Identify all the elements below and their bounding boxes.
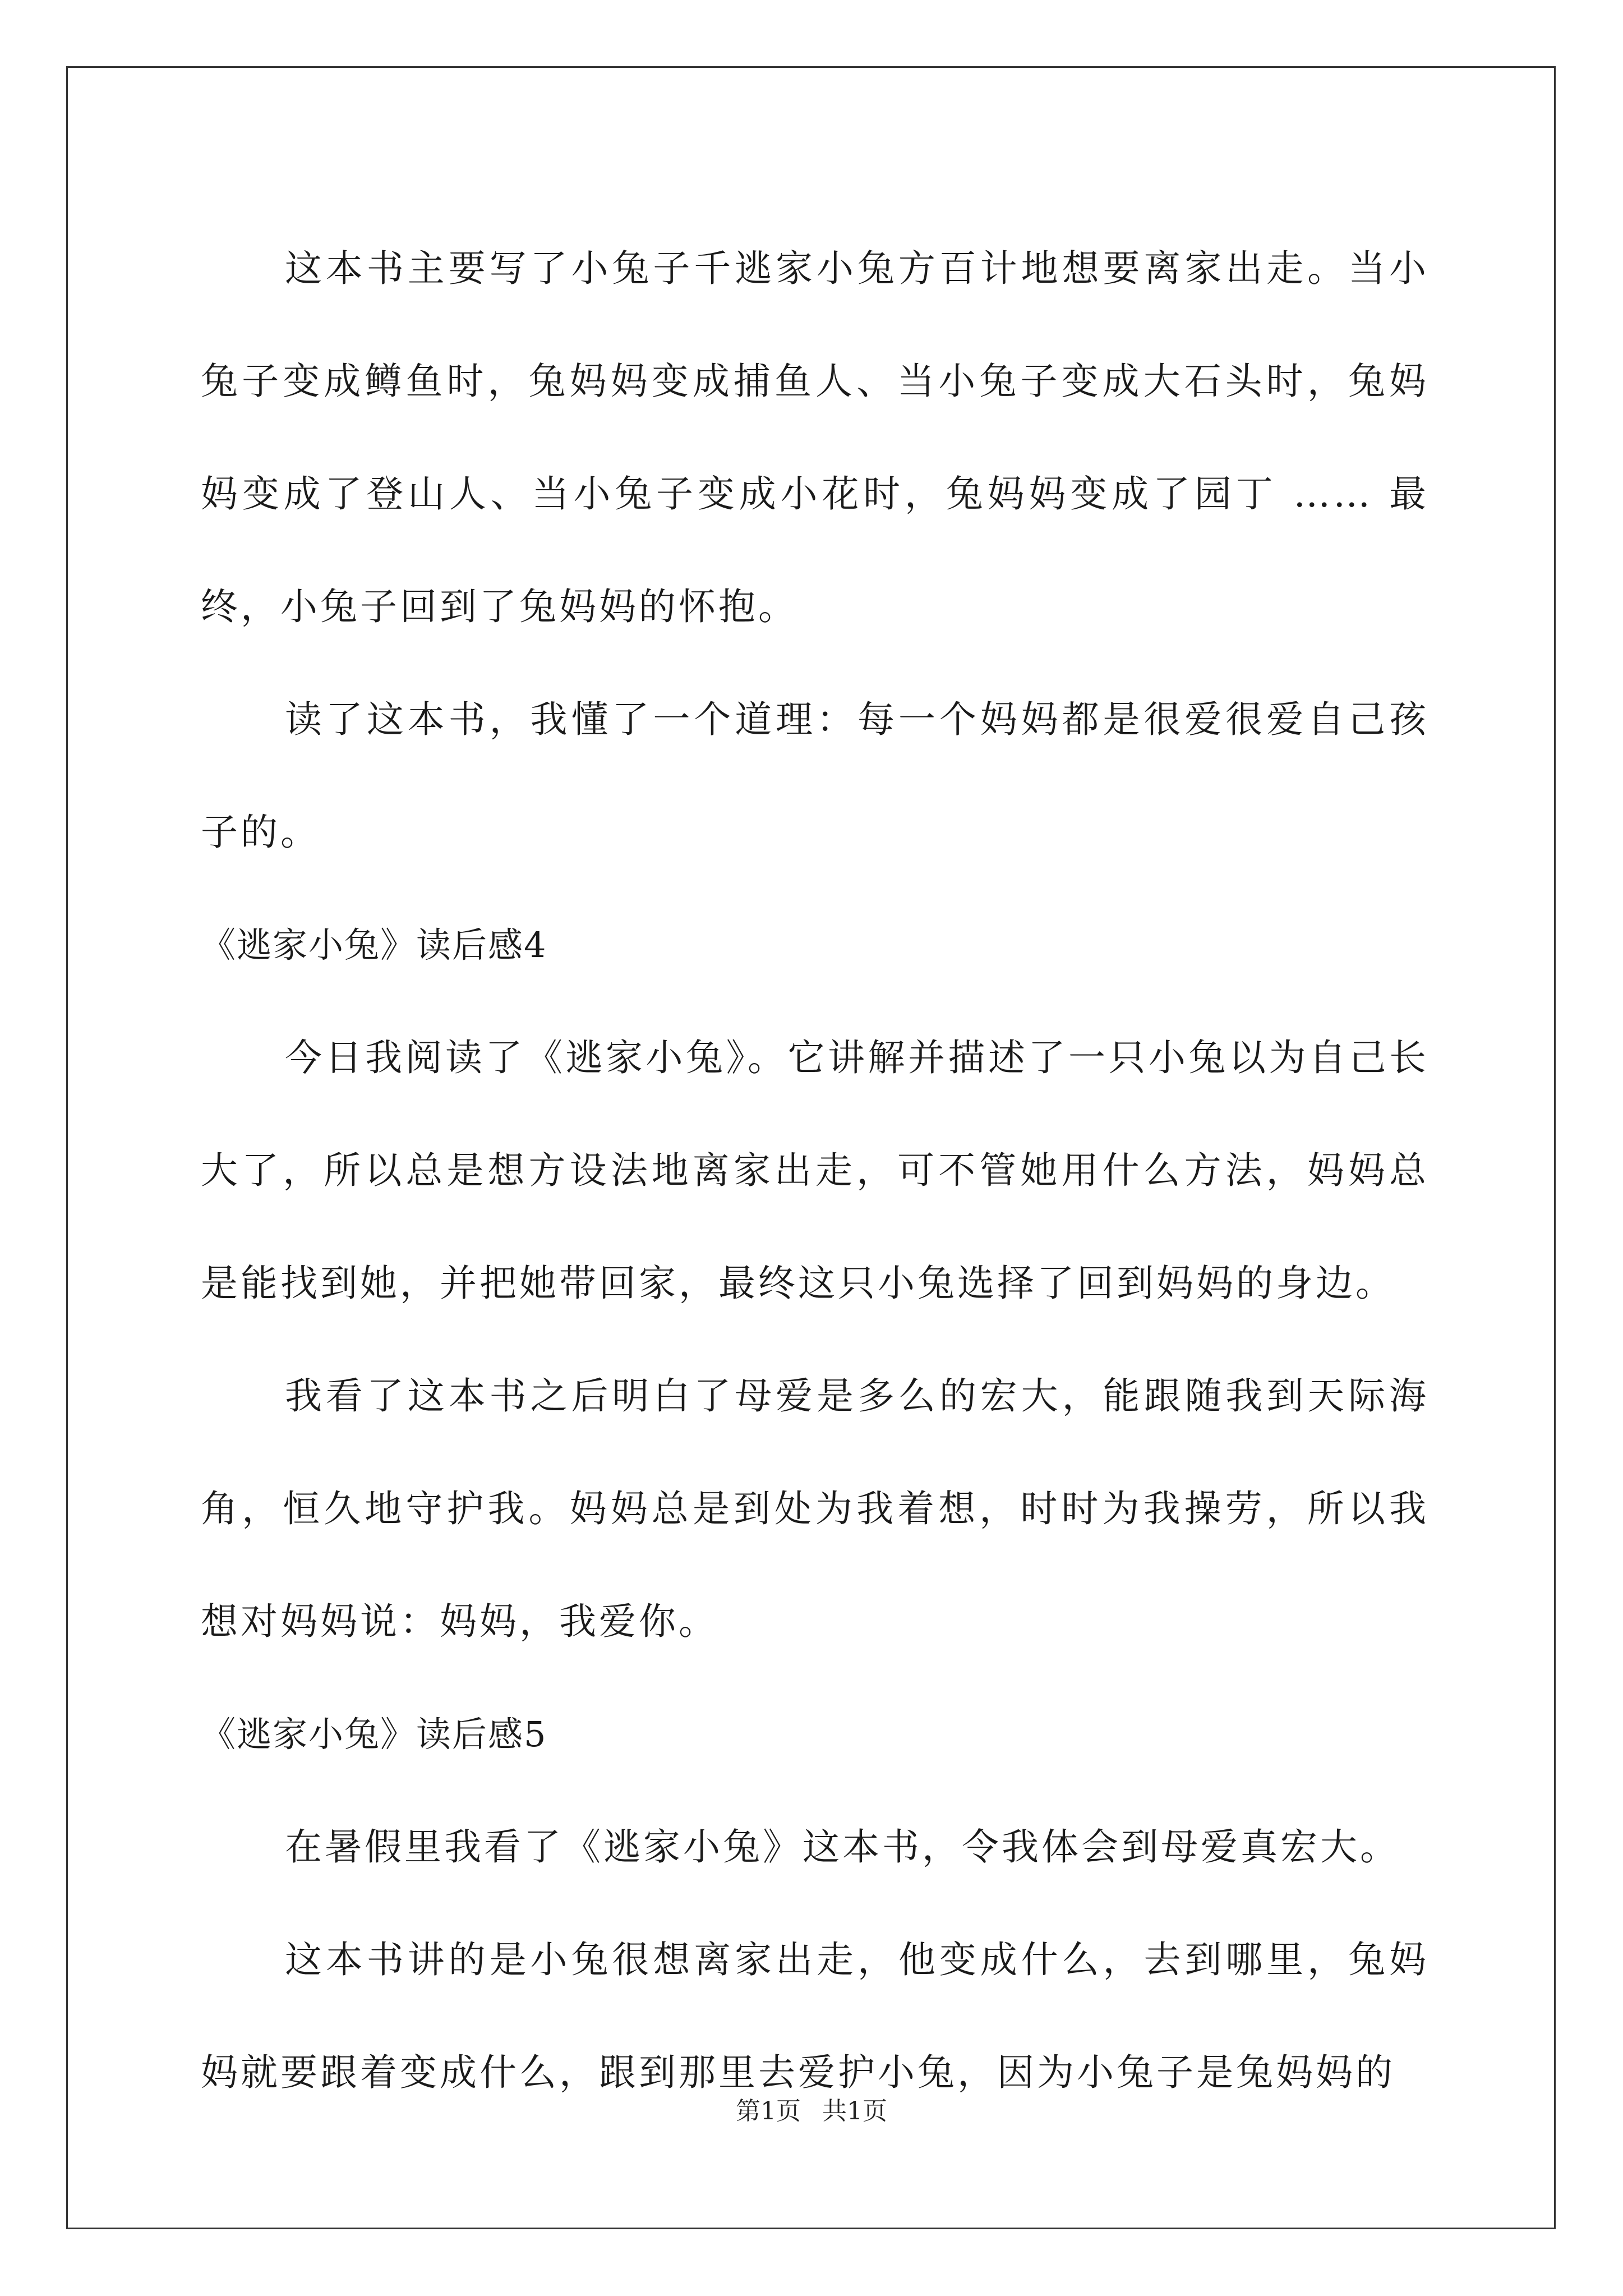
section-heading-5: 《逃家小兔》读后感5 [201, 1714, 547, 1755]
page-footer [0, 2095, 1623, 2128]
paragraph-story: 这本书讲的是小兔很想离家出走，他变成什么，去到哪里，兔妈妈就要跟着变成什么，跟到那里去爱护小兔，因为小兔子是兔妈妈的 [201, 1938, 1429, 2094]
page-number: 第1页 [736, 2097, 801, 2125]
paragraph-reflection: 我看了这本书之后明白了母爱是多么的宏大，能跟随我到天际海角，恒久地守护我。妈妈总是到处为我着想，时时为我操劳，所以我想对妈妈说：妈妈，我爱你。 [201, 1374, 1429, 1643]
paragraph-summary: 这本书主要写了小兔子千逃家小兔方百计地想要离家出走。当小兔子变成鳟鱼时，兔妈妈变成捕鱼人、当小兔子变成大石头时，兔妈妈变成了登山人、当小兔子变成小花时，兔妈妈变成了园丁 …… 最终，小兔子回到了兔妈妈的怀抱。 [201, 247, 1429, 628]
page-total: 共1页 [822, 2097, 887, 2125]
paragraph-lesson: 读了这本书，我懂了一个道理：每一个妈妈都是很爱很爱自己孩子的。 [201, 698, 1429, 854]
document-body [201, 212, 1429, 2129]
paragraph-summer: 在暑假里我看了《逃家小兔》这本书，令我体会到母爱真宏大。 [285, 1825, 1400, 1869]
section-heading-4: 《逃家小兔》读后感4 [201, 924, 547, 965]
paragraph-reading: 今日我阅读了《逃家小兔》。它讲解并描述了一只小兔以为自己长大了，所以总是想方设法地离家出走，可不管她用什么方法，妈妈总是能找到她，并把她带回家，最终这只小兔选择了回到妈妈的身边。 [201, 1036, 1429, 1305]
